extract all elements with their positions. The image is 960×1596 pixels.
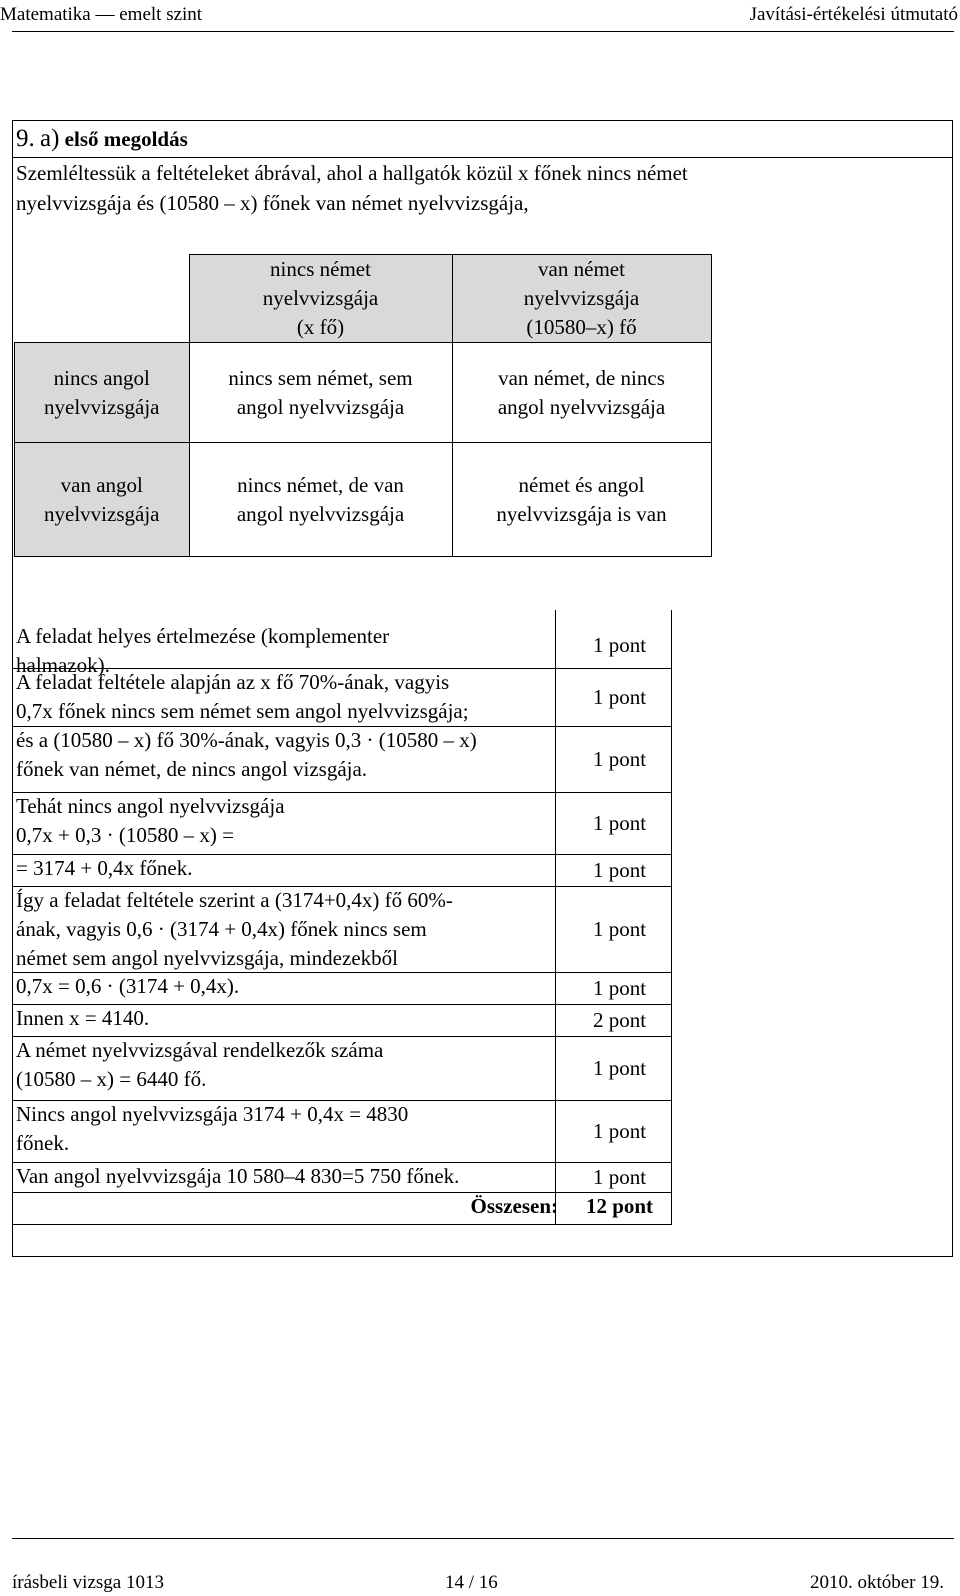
- scoring-step-text: [16, 1162, 459, 1191]
- scoring-row: [12, 886, 672, 972]
- score-col-left: [555, 610, 556, 1224]
- scoring-step-text: [16, 1100, 408, 1158]
- scoring-row: [12, 1100, 672, 1162]
- scoring-row: [12, 1162, 672, 1192]
- scoring-row: [12, 1004, 672, 1036]
- footer-exam-id: írásbeli vizsga 1013: [12, 1572, 164, 1593]
- scoring-row-divider: [12, 1100, 672, 1101]
- scoring-step-text: [16, 726, 477, 784]
- header-rule: [12, 31, 954, 32]
- scoring-step-line: 0,7x főnek nincs sem német sem angol nyelvvizsgája;: [16, 699, 469, 723]
- scoring-step-line: = 3174 + 0,4x főnek.: [16, 856, 193, 880]
- scoring-step-line: Innen x = 4140.: [16, 1006, 150, 1030]
- scoring-points: 1 pont: [592, 684, 647, 709]
- task-heading: első megoldás: [64, 127, 188, 151]
- title-separator: [12, 157, 953, 158]
- footer-rule: [12, 1538, 954, 1539]
- scoring-step-line: (10580 – x) = 6440 fő.: [16, 1067, 207, 1091]
- footer-date: 2010. október 19.: [809, 1572, 944, 1593]
- scoring-step-line: A feladat helyes értelmezése (komplementer: [16, 624, 390, 648]
- scoring-step-text: [16, 972, 239, 1001]
- header-subject: Matematika — emelt szint: [0, 4, 203, 25]
- scoring-step-text: [16, 1036, 383, 1094]
- row-header-english: van angol nyelvvizsgája: [15, 443, 190, 557]
- scoring-row-divider: [12, 854, 672, 855]
- scoring-row: [12, 792, 672, 854]
- cell-english-only: nincs német, de van angol nyelvvizsgája: [189, 443, 452, 557]
- scoring-points: 2 pont: [592, 1007, 647, 1032]
- total-points: 12 pont: [585, 1194, 654, 1218]
- cell-german-only: van német, de nincs angol nyelvvizsgája: [452, 343, 711, 443]
- intro-line-1: Szemléltessük a feltételeket ábrával, ahol a hallgatók közül x főnek nincs német: [16, 161, 688, 185]
- scoring-step-line: halmazok).: [16, 653, 110, 677]
- task-number: 9.: [16, 125, 35, 152]
- scoring-step-line: és a (10580 – x) fő 30%-ának, vagyis 0,3 · (10580 – x): [16, 728, 477, 752]
- scoring-step-text: [16, 668, 469, 726]
- row-header-no-english: nincs angol nyelvvizsgája: [15, 343, 190, 443]
- scoring-row: [12, 622, 672, 677]
- scoring-step-line: Tehát nincs angol nyelvvizsgája: [16, 794, 285, 818]
- scoring-row-divider: [12, 886, 672, 887]
- col-header-no-german: nincs német nyelvvizsgája (x fő): [189, 255, 452, 343]
- scoring-points: 1 pont: [592, 746, 647, 771]
- scoring-step-line: A német nyelvvizsgával rendelkezők száma: [16, 1038, 384, 1062]
- grid-corner: [15, 255, 190, 343]
- scoring-step-line: ának, vagyis 0,6 · (3174 + 0,4x) főnek nincs sem: [16, 917, 427, 941]
- scoring-row-divider: [12, 1004, 672, 1005]
- scoring-step-line: főnek van német, de nincs angol vizsgája.: [16, 757, 368, 781]
- scoring-points: 1 pont: [592, 975, 647, 1000]
- scoring-row: [12, 1036, 672, 1100]
- total-divider: [12, 1192, 672, 1193]
- scoring-row-divider: [12, 668, 672, 669]
- scoring-points: 1 pont: [592, 632, 647, 657]
- scoring-points: 1 pont: [592, 1118, 647, 1143]
- scoring-row-divider: [12, 726, 672, 727]
- col-header-german: van német nyelvvizsgája (10580–x) fő: [452, 255, 711, 343]
- scoring-row-divider: [12, 1036, 672, 1037]
- scoring-row: [12, 854, 672, 886]
- total-row: [12, 1192, 672, 1224]
- scoring-step-text: [16, 854, 193, 883]
- intro-line-2: nyelvvizsgája és (10580 – x) főnek van német nyelvvizsgája,: [16, 191, 529, 215]
- scoring-points: 1 pont: [592, 1055, 647, 1080]
- scoring-row: [12, 972, 672, 1004]
- cell-neither: nincs sem német, sem angol nyelvvizsgája: [189, 343, 452, 443]
- scoring-points: 1 pont: [592, 916, 647, 941]
- venn-grid-diagram: [14, 254, 712, 557]
- task-part: a): [40, 125, 60, 152]
- cell-both: német és angol nyelvvizsgája is van: [452, 443, 711, 557]
- scoring-row: [12, 668, 672, 726]
- scoring-row: [12, 726, 672, 792]
- scoring-step-text: [16, 886, 453, 973]
- scoring-step-line: német sem angol nyelvvizsgája, mindezekből: [16, 946, 398, 970]
- header-doc-type: Javítási-értékelési útmutató: [749, 4, 958, 25]
- scoring-row-divider: [12, 792, 672, 793]
- task-title: [16, 124, 188, 154]
- scoring-row-divider: [12, 972, 672, 973]
- scoring-step-line: 0,7x = 0,6 · (3174 + 0,4x).: [16, 974, 240, 998]
- footer-page-number: 14 / 16: [445, 1572, 498, 1593]
- score-col-right: [671, 610, 672, 1224]
- total-label: Összesen:: [470, 1194, 558, 1218]
- scoring-row-divider: [12, 1162, 672, 1163]
- scoring-step-line: 0,7x + 0,3 · (10580 – x) =: [16, 823, 234, 847]
- scoring-step-text: [16, 792, 285, 850]
- scoring-points: 1 pont: [592, 810, 647, 835]
- scoring-points: 1 pont: [592, 1164, 647, 1189]
- scoring-step-line: Van angol nyelvvizsgája 10 580–4 830=5 750 főnek.: [16, 1164, 460, 1188]
- scoring-points: 1 pont: [592, 857, 647, 882]
- scoring-step-line: Nincs angol nyelvvizsgája 3174 + 0,4x = 4830: [16, 1102, 409, 1126]
- page-header: [0, 0, 960, 30]
- scoring-step-line: A feladat feltétele alapján az x fő 70%-ának, vagyis: [16, 670, 450, 694]
- scoring-step-text: [16, 1004, 149, 1033]
- scoring-bottom-line: [12, 1224, 672, 1225]
- scoring-step-line: főnek.: [16, 1131, 70, 1155]
- scoring-step-line: Így a feladat feltétele szerint a (3174+0,4x) fő 60%-: [16, 888, 453, 912]
